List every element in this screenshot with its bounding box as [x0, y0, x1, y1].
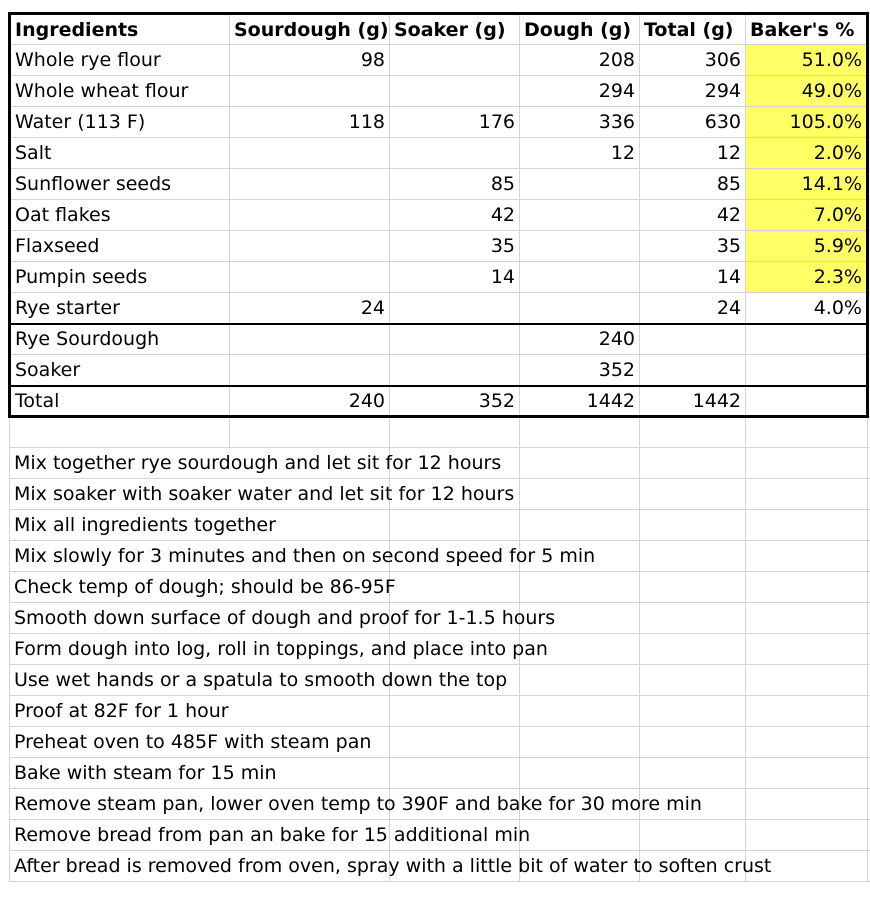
table-row [10, 355, 870, 386]
empty-cell[interactable] [520, 510, 640, 541]
instruction-row [10, 758, 870, 789]
empty-cell[interactable] [746, 789, 868, 820]
recipe-grid [8, 12, 870, 882]
empty-cell[interactable] [746, 696, 868, 727]
ingredient-name[interactable]: Oat flakes [10, 200, 230, 231]
column-header[interactable]: Dough (g) [520, 14, 640, 45]
value-cell[interactable]: 12 [520, 138, 640, 169]
instruction-text: Mix together rye sourdough and let sit for 12 hours [14, 452, 502, 474]
empty-cell[interactable] [520, 572, 640, 603]
empty-cell[interactable] [520, 696, 640, 727]
instruction-row [10, 696, 870, 727]
empty-cell[interactable] [640, 572, 746, 603]
empty-cell[interactable] [640, 603, 746, 634]
empty-cell[interactable] [640, 758, 746, 789]
value-cell[interactable] [230, 76, 390, 107]
instruction-text: Preheat oven to 485F with steam pan [14, 731, 372, 753]
table-row [10, 76, 870, 107]
empty-cell[interactable] [746, 634, 868, 665]
instruction-step[interactable] [10, 851, 772, 882]
ingredient-name[interactable]: Flaxseed [10, 231, 230, 262]
instruction-text: Remove steam pan, lower oven temp to 390F and bake for 30 more min [14, 793, 702, 815]
table-header-row [10, 14, 870, 45]
value-cell[interactable]: 14 [640, 262, 746, 293]
value-cell[interactable]: 336 [520, 107, 640, 138]
total-value[interactable]: 1442 [640, 386, 746, 417]
instruction-text: Smooth down surface of dough and proof for 1-1.5 hours [14, 607, 556, 629]
instruction-row [10, 665, 870, 696]
value-cell[interactable] [230, 138, 390, 169]
instruction-step[interactable] [10, 572, 396, 603]
value-cell[interactable] [390, 45, 520, 76]
empty-cell[interactable] [746, 727, 868, 758]
empty-cell[interactable] [640, 665, 746, 696]
value-cell[interactable] [230, 262, 390, 293]
value-cell[interactable] [230, 169, 390, 200]
empty-cell[interactable] [520, 479, 640, 510]
empty-cell[interactable] [746, 541, 868, 572]
instruction-step[interactable] [10, 727, 372, 758]
empty-cell[interactable] [640, 696, 746, 727]
value-cell[interactable] [230, 324, 390, 355]
total-value[interactable]: 240 [230, 386, 390, 417]
empty-cell[interactable] [390, 727, 520, 758]
instruction-step[interactable] [10, 448, 502, 479]
instruction-step[interactable] [10, 479, 515, 510]
table-row [10, 169, 870, 200]
ingredient-name[interactable]: Pumpin seeds [10, 262, 230, 293]
empty-cell[interactable] [520, 448, 640, 479]
value-cell[interactable] [520, 231, 640, 262]
column-header[interactable]: Total (g) [640, 14, 746, 45]
total-label[interactable]: Total [10, 386, 230, 417]
empty-cell[interactable] [640, 417, 746, 448]
total-value[interactable]: 1442 [520, 386, 640, 417]
blank-row [10, 417, 870, 448]
instruction-row [10, 479, 870, 510]
value-cell[interactable]: 118 [230, 107, 390, 138]
table-row [10, 107, 870, 138]
empty-cell[interactable] [746, 665, 868, 696]
empty-cell[interactable] [640, 820, 746, 851]
instruction-text: Use wet hands or a spatula to smooth down the top [14, 669, 508, 691]
instruction-row [10, 851, 870, 882]
empty-cell[interactable] [640, 479, 746, 510]
empty-cell[interactable] [390, 510, 520, 541]
value-cell[interactable]: 352 [520, 355, 640, 386]
value-cell[interactable] [230, 231, 390, 262]
empty-cell[interactable] [746, 448, 868, 479]
value-cell[interactable]: 14.1% [746, 169, 868, 200]
value-cell[interactable] [390, 324, 520, 355]
value-cell[interactable]: 51.0% [746, 45, 868, 76]
empty-cell[interactable] [640, 634, 746, 665]
empty-cell[interactable] [746, 417, 868, 448]
ingredient-name[interactable]: Salt [10, 138, 230, 169]
table-row [10, 324, 870, 355]
instruction-step[interactable] [10, 820, 531, 851]
empty-cell[interactable] [230, 696, 390, 727]
column-header[interactable]: Sourdough (g) [230, 14, 390, 45]
value-cell[interactable] [746, 355, 868, 386]
empty-cell[interactable] [390, 417, 520, 448]
instruction-step[interactable] [10, 510, 276, 541]
instruction-text: Proof at 82F for 1 hour [14, 700, 229, 722]
value-cell[interactable] [390, 355, 520, 386]
value-cell[interactable] [640, 355, 746, 386]
value-cell[interactable]: 2.0% [746, 138, 868, 169]
empty-cell[interactable] [520, 417, 640, 448]
instruction-step[interactable] [10, 789, 702, 820]
instruction-row [10, 510, 870, 541]
empty-cell[interactable] [640, 448, 746, 479]
value-cell[interactable] [640, 324, 746, 355]
instruction-text: After bread is removed from oven, spray with a little bit of water to soften crust [14, 855, 772, 877]
table-row [10, 45, 870, 76]
instruction-row [10, 634, 870, 665]
empty-cell[interactable] [520, 820, 640, 851]
instruction-text: Check temp of dough; should be 86-95F [14, 576, 396, 598]
value-cell[interactable] [230, 355, 390, 386]
empty-cell[interactable] [520, 665, 640, 696]
ingredient-name[interactable]: Water (113 F) [10, 107, 230, 138]
column-header[interactable]: Baker's % [746, 14, 868, 45]
column-header[interactable]: Soaker (g) [390, 14, 520, 45]
instructions-list [10, 417, 870, 882]
instruction-row [10, 448, 870, 479]
value-cell[interactable] [520, 169, 640, 200]
value-cell[interactable]: 42 [390, 200, 520, 231]
ingredient-table [10, 14, 870, 417]
instruction-text: Bake with steam for 15 min [14, 762, 277, 784]
empty-cell[interactable] [746, 510, 868, 541]
instruction-text: Mix soaker with soaker water and let sit for 12 hours [14, 483, 515, 505]
value-cell[interactable] [390, 76, 520, 107]
total-row [10, 386, 870, 417]
value-cell[interactable]: 98 [230, 45, 390, 76]
value-cell[interactable] [230, 200, 390, 231]
instruction-step[interactable] [10, 603, 556, 634]
value-cell[interactable]: 4.0% [746, 293, 868, 324]
instruction-row [10, 541, 870, 572]
total-value[interactable]: 352 [390, 386, 520, 417]
empty-cell[interactable] [390, 758, 520, 789]
empty-cell[interactable] [746, 479, 868, 510]
value-cell[interactable] [520, 200, 640, 231]
value-cell[interactable] [746, 324, 868, 355]
instruction-row [10, 820, 870, 851]
ingredient-name[interactable]: Whole wheat flour [10, 76, 230, 107]
empty-cell[interactable] [390, 572, 520, 603]
table-row [10, 200, 870, 231]
total-value[interactable] [746, 386, 868, 417]
value-cell[interactable] [520, 262, 640, 293]
value-cell[interactable]: 42 [640, 200, 746, 231]
table-row [10, 231, 870, 262]
instruction-step[interactable] [10, 696, 230, 727]
ingredient-name[interactable]: Sunflower seeds [10, 169, 230, 200]
value-cell[interactable]: 35 [640, 231, 746, 262]
empty-cell[interactable] [10, 417, 230, 448]
value-cell[interactable]: 5.9% [746, 231, 868, 262]
empty-cell[interactable] [520, 727, 640, 758]
value-cell[interactable]: 105.0% [746, 107, 868, 138]
empty-cell[interactable] [640, 510, 746, 541]
empty-cell[interactable] [230, 417, 390, 448]
instruction-text: Remove bread from pan an bake for 15 additional min [14, 824, 531, 846]
value-cell[interactable] [390, 138, 520, 169]
empty-cell[interactable] [746, 603, 868, 634]
value-cell[interactable]: 85 [640, 169, 746, 200]
ingredient-name[interactable]: Whole rye flour [10, 45, 230, 76]
value-cell[interactable]: 630 [640, 107, 746, 138]
value-cell[interactable]: 294 [520, 76, 640, 107]
value-cell[interactable]: 294 [640, 76, 746, 107]
empty-cell[interactable] [746, 572, 868, 603]
instruction-row [10, 727, 870, 758]
ingredient-name[interactable]: Rye starter [10, 293, 230, 324]
ingredient-name[interactable]: Soaker [10, 355, 230, 386]
column-header[interactable]: Ingredients [10, 14, 230, 45]
value-cell[interactable]: 176 [390, 107, 520, 138]
value-cell[interactable]: 240 [520, 324, 640, 355]
instruction-step[interactable] [10, 758, 277, 789]
table-row [10, 262, 870, 293]
value-cell[interactable]: 24 [230, 293, 390, 324]
value-cell[interactable]: 208 [520, 45, 640, 76]
instruction-text: Mix all ingredients together [14, 514, 276, 536]
value-cell[interactable] [390, 293, 520, 324]
value-cell[interactable]: 49.0% [746, 76, 868, 107]
value-cell[interactable]: 24 [640, 293, 746, 324]
instruction-text: Form dough into log, roll in toppings, and place into pan [14, 638, 548, 660]
instruction-row [10, 572, 870, 603]
value-cell[interactable]: 12 [640, 138, 746, 169]
empty-cell[interactable] [520, 758, 640, 789]
empty-cell[interactable] [390, 696, 520, 727]
empty-cell[interactable] [640, 727, 746, 758]
value-cell[interactable]: 7.0% [746, 200, 868, 231]
instruction-row [10, 603, 870, 634]
value-cell[interactable]: 14 [390, 262, 520, 293]
ingredient-name[interactable]: Rye Sourdough [10, 324, 230, 355]
instruction-step[interactable] [10, 665, 508, 696]
value-cell[interactable] [520, 293, 640, 324]
empty-cell[interactable] [640, 541, 746, 572]
instruction-step[interactable] [10, 634, 548, 665]
value-cell[interactable]: 2.3% [746, 262, 868, 293]
instruction-step[interactable] [10, 541, 596, 572]
table-row [10, 293, 870, 324]
value-cell[interactable]: 35 [390, 231, 520, 262]
value-cell[interactable]: 85 [390, 169, 520, 200]
instruction-text: Mix slowly for 3 minutes and then on second speed for 5 min [14, 545, 596, 567]
value-cell[interactable]: 306 [640, 45, 746, 76]
instruction-row [10, 789, 870, 820]
empty-cell[interactable] [746, 758, 868, 789]
table-row [10, 138, 870, 169]
empty-cell[interactable] [746, 820, 868, 851]
